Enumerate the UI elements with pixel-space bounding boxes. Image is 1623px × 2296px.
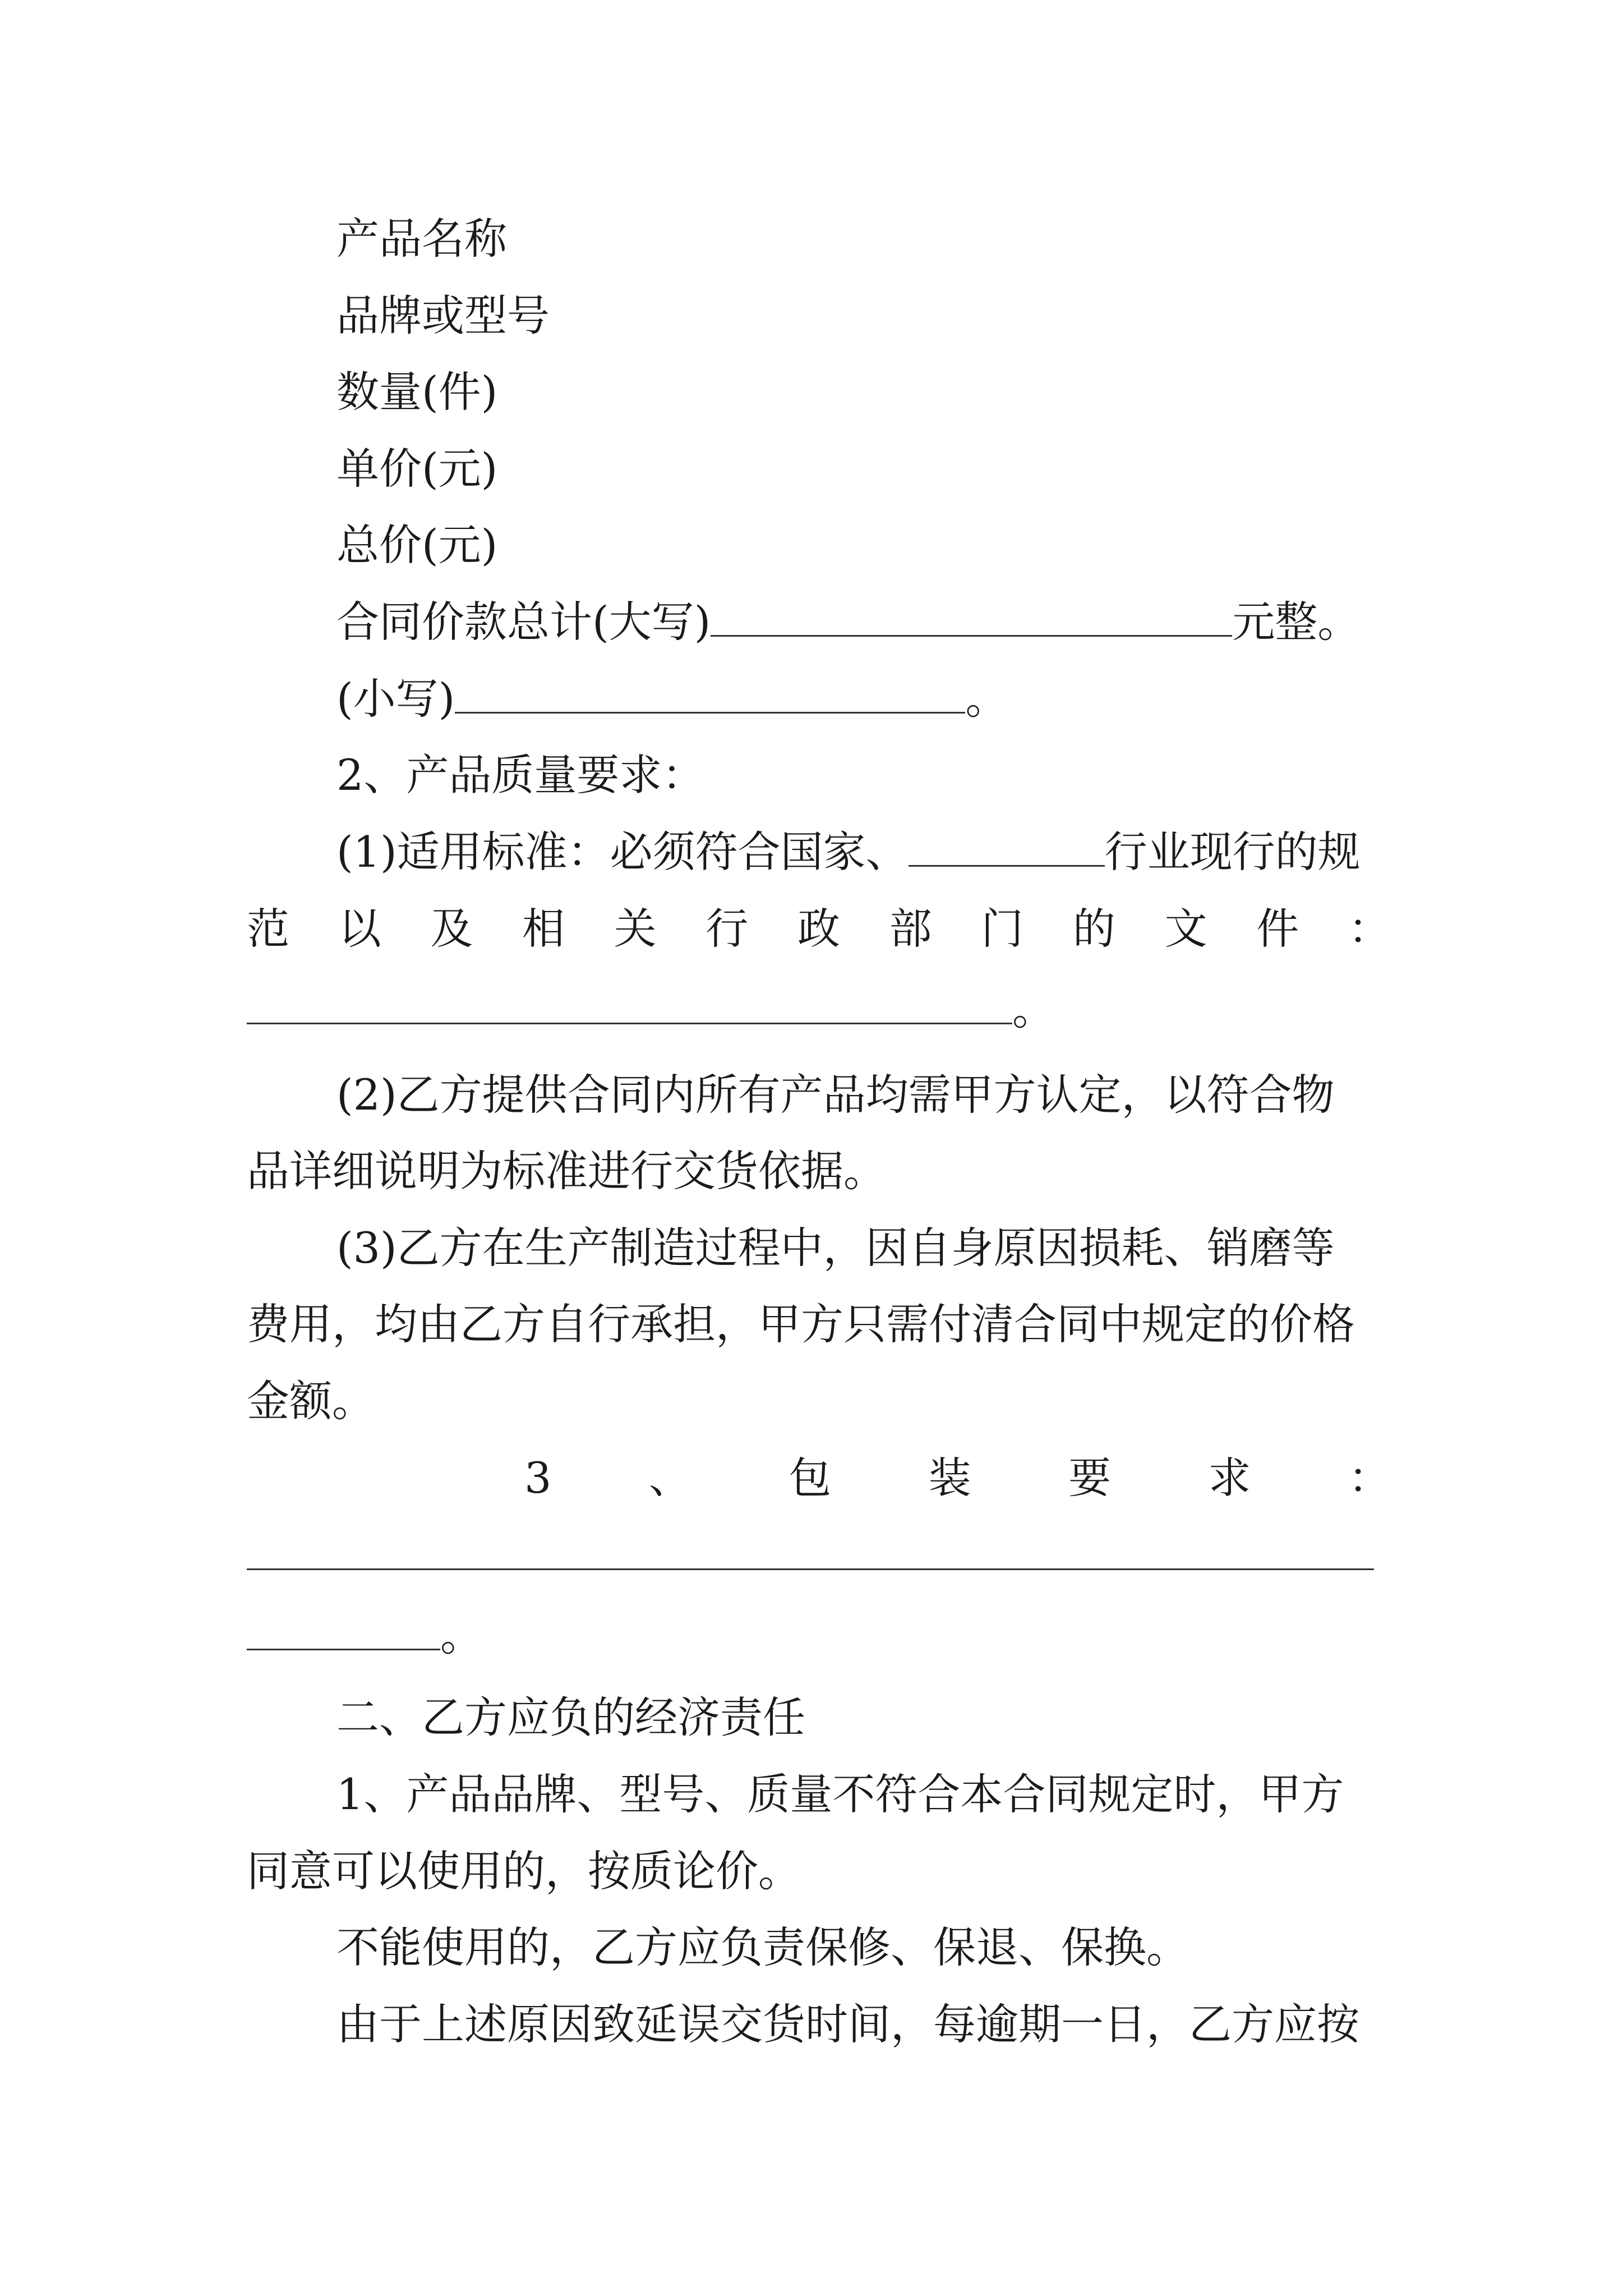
total-upper-label: 合同价款总计(大写) bbox=[336, 597, 711, 647]
justified-char: 门 bbox=[981, 904, 1024, 954]
packaging-line-end bbox=[247, 1608, 483, 1664]
justified-char: 范 bbox=[247, 904, 289, 954]
quality-p3-line2: 费用，均由乙方自行承担，甲方只需付清合同中规定的价格 bbox=[247, 1299, 1355, 1349]
packaging-heading-char: 、 bbox=[648, 1453, 691, 1503]
total-lower-suffix: 。 bbox=[965, 674, 1008, 724]
quality-p1-start: (1)适用标准：必须符合国家、 bbox=[336, 827, 909, 877]
total-lower-blank bbox=[455, 673, 965, 714]
justified-char: 政 bbox=[797, 904, 840, 954]
quality-p1-end: 。 bbox=[1012, 984, 1055, 1034]
item-total-price: 总价(元) bbox=[336, 520, 498, 570]
justified-char: 部 bbox=[889, 904, 932, 954]
quality-p1-line2 bbox=[247, 901, 1391, 957]
total-lower-label: (小写) bbox=[336, 674, 455, 724]
quality-industry-blank bbox=[909, 826, 1105, 867]
packaging-blank-line bbox=[247, 1568, 1374, 1570]
justified-char: 的 bbox=[1072, 904, 1115, 954]
justified-char: 行 bbox=[706, 904, 749, 954]
packaging-heading-char: 装 bbox=[928, 1453, 971, 1503]
packaging-blank-end bbox=[247, 1609, 440, 1650]
liability-p3: 由于上述原因致延误交货时间，每逾期一日，乙方应按 bbox=[336, 1999, 1359, 2049]
total-upper-line bbox=[336, 594, 1360, 650]
item-unit-price: 单价(元) bbox=[336, 444, 498, 494]
total-upper-blank bbox=[711, 596, 1232, 637]
packaging-heading-char: ： bbox=[1348, 1453, 1391, 1503]
quality-p3-line1: (3)乙方在生产制造过程中，因自身原因损耗、销磨等 bbox=[336, 1223, 1335, 1273]
item-product-name: 产品名称 bbox=[336, 214, 507, 264]
liability-p1-line1: 1、产品品牌、型号、质量不符合本合同规定时，甲方 bbox=[336, 1769, 1344, 1819]
justified-char: 及 bbox=[430, 904, 473, 954]
item-quantity: 数量(件) bbox=[336, 367, 498, 417]
packaging-end: 。 bbox=[440, 1611, 483, 1660]
packaging-heading-char: 求 bbox=[1208, 1453, 1251, 1503]
packaging-heading-char: 包 bbox=[789, 1453, 832, 1503]
item-brand-model: 品牌或型号 bbox=[336, 291, 550, 341]
quality-p1-mid: 行业现行的规 bbox=[1104, 827, 1361, 877]
packaging-heading-char: 要 bbox=[1068, 1453, 1112, 1503]
liability-p1-line2: 同意可以使用的，按质论价。 bbox=[247, 1846, 801, 1896]
quality-p1-line3 bbox=[247, 982, 1055, 1038]
quality-documents-blank bbox=[247, 983, 1012, 1024]
packaging-heading-char: 3 bbox=[524, 1453, 552, 1503]
quality-p1-line1 bbox=[336, 824, 1361, 880]
justified-char: 相 bbox=[522, 904, 565, 954]
justified-char: ： bbox=[1348, 904, 1391, 954]
justified-char: 以 bbox=[338, 904, 381, 954]
quality-heading: 2、产品质量要求： bbox=[336, 750, 705, 800]
quality-p3-line3: 金额。 bbox=[247, 1376, 375, 1426]
quality-p2-line1: (2)乙方提供合同内所有产品均需甲方认定，以符合物 bbox=[336, 1070, 1335, 1120]
justified-char: 关 bbox=[614, 904, 657, 954]
total-lower-line bbox=[336, 671, 1008, 727]
justified-char: 文 bbox=[1164, 904, 1207, 954]
packaging-heading bbox=[524, 1450, 1391, 1506]
justified-char: 件 bbox=[1256, 904, 1299, 954]
total-upper-suffix: 元整。 bbox=[1232, 597, 1361, 647]
liability-p2: 不能使用的，乙方应负责保修、保退、保换。 bbox=[336, 1922, 1189, 1972]
quality-p2-line2: 品详细说明为标准进行交货依据。 bbox=[247, 1146, 886, 1196]
liability-heading: 二、乙方应负的经济责任 bbox=[336, 1692, 805, 1742]
